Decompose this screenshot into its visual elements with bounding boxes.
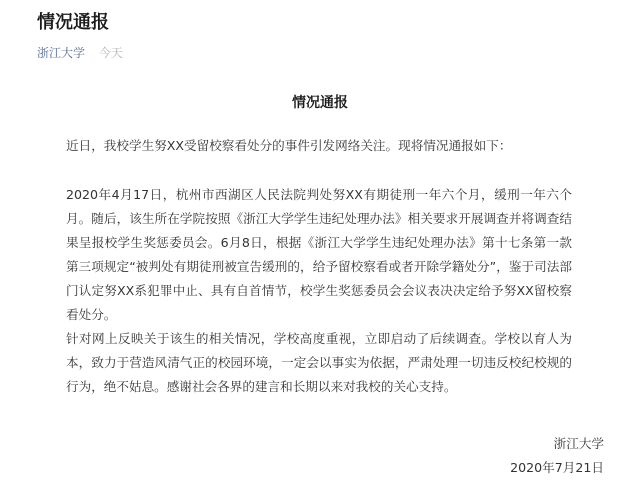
article-heading: 情况通报: [292, 95, 348, 111]
page-title: 情况通报: [37, 12, 109, 33]
paragraph-response: 针对网上反映关于该生的相关情况，学校高度重视，立即启动了后续调查。学校以育人为本，致力于营造风清气正的校园环境，一定会以事实为依据，严肃处理一切违反校纪校规的行为，绝不姑息。感谢社会各界的建言和长期以来对我校的关心支持。: [66, 331, 572, 394]
publish-date: 今天: [98, 46, 123, 60]
signature-block: [510, 432, 604, 480]
signature-org: 浙江大学: [553, 436, 604, 451]
paragraph-intro: 近日，我校学生努XX受留校察看处分的事件引发网络关注。现将情况通报如下：: [66, 138, 512, 153]
source-link[interactable]: 浙江大学: [37, 46, 86, 60]
article-meta: [37, 44, 123, 61]
signature-date: 2020年7月21日: [510, 460, 604, 475]
paragraph-details: 2020年4月17日，杭州市西湖区人民法院判处努XX有期徒刑一年六个月，缓刑一年六个月。随后，该生所在学院按照《浙江大学学生违纪处理办法》相关要求开展调查并将调查结果呈报校学生奖惩委员会。6月8日，根据《浙江大学学生违纪处理办法》第十七条第一款第三项规定“被判处有期徒刑被宣告缓刑的，给予留校察看或者开除学籍处分”，鉴于司法部门认定努XX系犯罪中止、具有自首情节，校学生奖惩委员会会议表决决定给予努XX留校察看处分。: [66, 187, 572, 322]
